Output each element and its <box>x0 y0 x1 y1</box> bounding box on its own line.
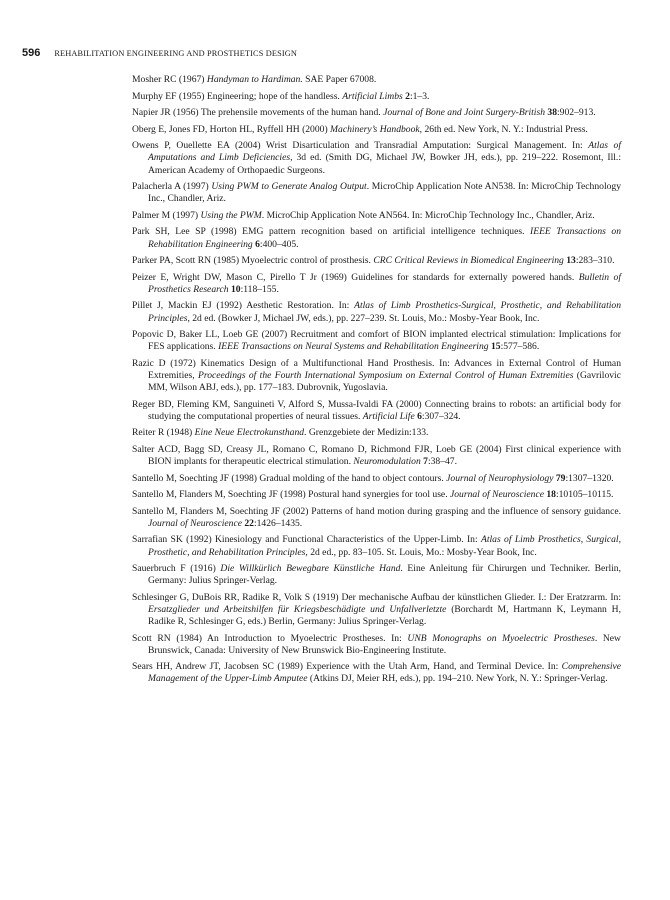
reference-entry <box>132 633 621 657</box>
reference-text: Santello M, Flanders M, Soechting JF (2002) Patterns of hand motion during grasping and the influence of sensory guidance. <box>132 505 621 517</box>
reference-source-title: Bulletin of Prosthetics Research <box>148 271 621 295</box>
page-number: 596 <box>22 47 41 59</box>
reference-source-title: Atlas of Limb Prosthetics, Surgical, Prosthetic, and Rehabilitation Principles <box>148 534 621 558</box>
reference-entry <box>132 399 621 423</box>
reference-source-title: Journal of Neuroscience <box>148 517 242 529</box>
reference-entry <box>132 473 621 485</box>
reference-text: Reiter R (1948) <box>132 427 195 439</box>
reference-text: Mosher RC (1967) <box>132 74 207 85</box>
reference-entry <box>132 444 621 468</box>
reference-text: :1307–1320. <box>565 472 614 484</box>
reference-volume: 22 <box>241 517 254 529</box>
reference-text: Popovic D, Baker LL, Loeb GE (2007) Recruitment and comfort of BION implanted electrical stimulation: Implications for FES applications. <box>132 329 621 353</box>
reference-text: Owens P, Ouellette EA (2004) Wrist Disarticulation and Transradial Amputation: Surgical Management. In: <box>132 140 589 152</box>
reference-source-title: IEEE Transactions on Rehabilitation Engineering <box>148 226 622 250</box>
reference-entry <box>132 300 621 324</box>
reference-list <box>132 74 621 690</box>
reference-text: :283–310. <box>575 255 615 267</box>
reference-text: Oberg E, Jones FD, Horton HL, Ryffell HH (2000) <box>132 123 331 135</box>
reference-text: :577–586. <box>500 341 540 353</box>
reference-text: :400–405. <box>259 238 299 250</box>
reference-text: :1426–1435. <box>253 517 303 529</box>
reference-text: , 26th ed. New York, N. Y.: Industrial Press. <box>419 123 588 135</box>
reference-entry <box>132 210 621 222</box>
reference-text: Murphy EF (1955) Engineering; hope of the handless. <box>132 90 343 102</box>
reference-text: Napier JR (1956) The prehensile movements of the human hand. <box>132 107 384 119</box>
reference-text: Pillet J, Mackin EJ (1992) Aesthetic Restoration. In: <box>132 300 355 312</box>
reference-source-title: UNB Monographs on Myoelectric Prostheses <box>407 632 595 644</box>
reference-text: (Borchardt M, Hartmann K, Leymann H, Radike R, Schlesinger G, eds.) Berlin, Germany: Julius Springer-Verlag. <box>148 603 621 627</box>
reference-entry <box>132 427 621 439</box>
reference-text: Santello M, Flanders M, Soechting JF (1998) Postural hand synergies for tool use. <box>132 489 450 501</box>
reference-source-title: Handyman to Hardiman. <box>206 74 303 85</box>
reference-source-title: Artificial Limbs <box>342 90 403 102</box>
reference-text: Peizer E, Wright DW, Mason C, Pirello T Jr (1969) Guidelines for standards for externally powered hands. <box>132 271 579 283</box>
reference-text: . MicroChip Application Note AN564. In: MicroChip Technology Inc., Chandler, Ariz. <box>261 209 595 221</box>
reference-text: . MicroChip Application Note AN538. In: MicroChip Technology Inc., Chandler, Ariz. <box>148 181 622 205</box>
reference-source-title: IEEE Transactions on Neural Systems and Rehabilitation Engineering <box>218 341 489 353</box>
reference-entry <box>132 329 621 353</box>
reference-text: , 2d ed. (Bowker J, Michael JW, eds.), pp. 227–239. St. Louis, Mo.: Mosby-Year Book, Inc. <box>187 312 540 324</box>
reference-text: Salter ACD, Bagg SD, Creasy JL, Romano C, Romano D, Richmond FJR, Loeb GE (2004) First clinical experience with BION implants for therapeutic electrical stimulation. <box>132 443 621 467</box>
reference-volume: 79 <box>553 472 566 484</box>
reference-volume: 2 <box>402 90 410 102</box>
reference-text: . New Brunswick, Canada: University of New Brunswick Bio-Engineering Institute. <box>148 632 621 656</box>
reference-entry <box>132 226 621 250</box>
reference-text: Park SH, Lee SP (1998) EMG pattern recognition based on artificial intelligence techniques. <box>132 226 531 238</box>
reference-text: Palmer M (1997) <box>132 209 201 221</box>
running-title: REHABILITATION ENGINEERING AND PROSTHETICS DESIGN <box>54 49 298 58</box>
reference-text: Razic D (1972) Kinematics Design of a Multifunctional Hand Prosthesis. In: Advances in External Control of Human Extremities, <box>132 357 621 381</box>
reference-text: Parker PA, Scott RN (1985) Myoelectric control of prosthesis. <box>132 255 374 267</box>
reference-text: Palacherla A (1997) <box>132 181 212 193</box>
reference-volume: 10 <box>228 283 241 295</box>
reference-text: Santello M, Soechting JF (1998) Gradual molding of the hand to object contours. <box>132 472 447 484</box>
reference-source-title: Atlas of Limb Prosthetics-Surgical, Prosthetic, and Rehabilitation Principles <box>148 300 621 324</box>
reference-entry <box>132 506 621 530</box>
reference-entry <box>132 358 621 394</box>
running-header <box>22 43 297 61</box>
reference-entry <box>132 140 621 176</box>
reference-text: :38–47. <box>427 455 458 467</box>
reference-source-title: Die Willkürlich Bewegbare Künstliche Hand <box>220 563 401 575</box>
reference-entry <box>132 272 621 296</box>
reference-text: . Eine Anleitung für Chirurgen und Techniker. Berlin, Germany: Julius Springer-Verlag. <box>148 563 621 587</box>
reference-entry <box>132 534 621 558</box>
reference-text: , 3d ed. (Smith DG, Michael JW, Bowker JH, eds.), pp. 219–222. Rosemont, Ill.: American Academy of Orthopaedic Surgeons. <box>148 152 621 176</box>
reference-source-title: Machinery’s Handbook <box>330 123 420 135</box>
reference-volume: 15 <box>488 341 501 353</box>
reference-entry <box>132 181 621 205</box>
reference-entry <box>132 124 621 136</box>
reference-entry <box>132 489 621 501</box>
reference-volume: 13 <box>563 255 576 267</box>
reference-text: SAE Paper 67008. <box>302 74 377 85</box>
reference-source-title: Artificial Life <box>362 410 415 422</box>
reference-text: :10105–10115. <box>555 489 614 501</box>
reference-entry <box>132 74 621 86</box>
reference-volume: 18 <box>543 489 556 501</box>
reference-source-title: Journal of Neuroscience <box>450 489 544 501</box>
reference-volume: 38 <box>545 107 557 119</box>
reference-text: :118–155. <box>240 283 279 295</box>
reference-entry <box>132 255 621 267</box>
reference-source-title: Proceedings of the Fourth International Symposium on External Control of Human Extremities <box>197 369 574 381</box>
reference-volume: 6 <box>252 238 260 250</box>
reference-volume: 6 <box>414 410 422 422</box>
reference-entry <box>132 107 621 119</box>
reference-text: :902–913. <box>557 107 596 119</box>
reference-text: (Gavrilovic MM, Wilson ABJ, eds.), pp. 177–183. Dubrovnik, Yugoslavia. <box>148 369 621 393</box>
reference-entry <box>132 592 621 628</box>
reference-entry <box>132 563 621 587</box>
reference-volume: 7 <box>420 455 428 467</box>
reference-source-title: Using the PWM <box>200 209 262 221</box>
reference-source-title: Journal of Bone and Joint Surgery-British <box>383 107 545 119</box>
reference-text: , 2d ed., pp. 83–105. St. Louis, Mo.: Mosby-Year Book, Inc. <box>305 546 537 558</box>
reference-text: Sears HH, Andrew JT, Jacobsen SC (1989) Experience with the Utah Arm, Hand, and Terminal Device. In: <box>132 661 562 673</box>
reference-source-title: Eine Neue Electrokunsthand <box>194 427 305 439</box>
reference-text: Schlesinger G, DuBois RR, Radike R, Volk S (1919) Der mechanische Aufbau der künstlichen Glieder. I.: Der Eratzrarm. In: <box>132 591 621 603</box>
reference-text: :1–3. <box>409 90 430 102</box>
reference-text: Sauerbruch F (1916) <box>132 563 221 575</box>
reference-source-title: CRC Critical Reviews in Biomedical Engineering <box>373 255 564 267</box>
reference-entry <box>132 661 621 685</box>
reference-source-title: Using PWM to Generate Analog Output <box>211 181 367 193</box>
reference-source-title: Comprehensive Management of the Upper-Limb Amputee <box>148 661 621 685</box>
reference-source-title: Atlas of Amputations and Limb Deficiencies <box>148 140 621 164</box>
reference-text: :307–324. <box>421 410 461 422</box>
reference-source-title: Ersatzglieder und Arbeitshilfen für Kriegsbeschädigte und Unfallverletzte <box>148 603 447 615</box>
reference-text: Scott RN (1984) An Introduction to Myoelectric Prostheses. In: <box>132 632 408 644</box>
reference-source-title: Neuromodulation <box>353 455 421 467</box>
reference-text: Reger BD, Fleming KM, Sanguineti V, Alford S, Mussa-Ivaldi FA (2000) Connecting brains to robots: an artificial body for studying the computational properties of neural tissues. <box>132 398 621 422</box>
reference-entry <box>132 91 621 103</box>
reference-text: . Grenzgebiete der Medizin:133. <box>304 427 429 439</box>
reference-source-title: Journal of Neurophysiology <box>446 472 554 484</box>
reference-text: Sarrafian SK (1992) Kinesiology and Functional Characteristics of the Upper-Limb. In: <box>132 534 481 546</box>
reference-text: (Atkins DJ, Meier RH, eds.), pp. 194–210. New York, N. Y.: Springer-Verlag. <box>307 673 608 685</box>
